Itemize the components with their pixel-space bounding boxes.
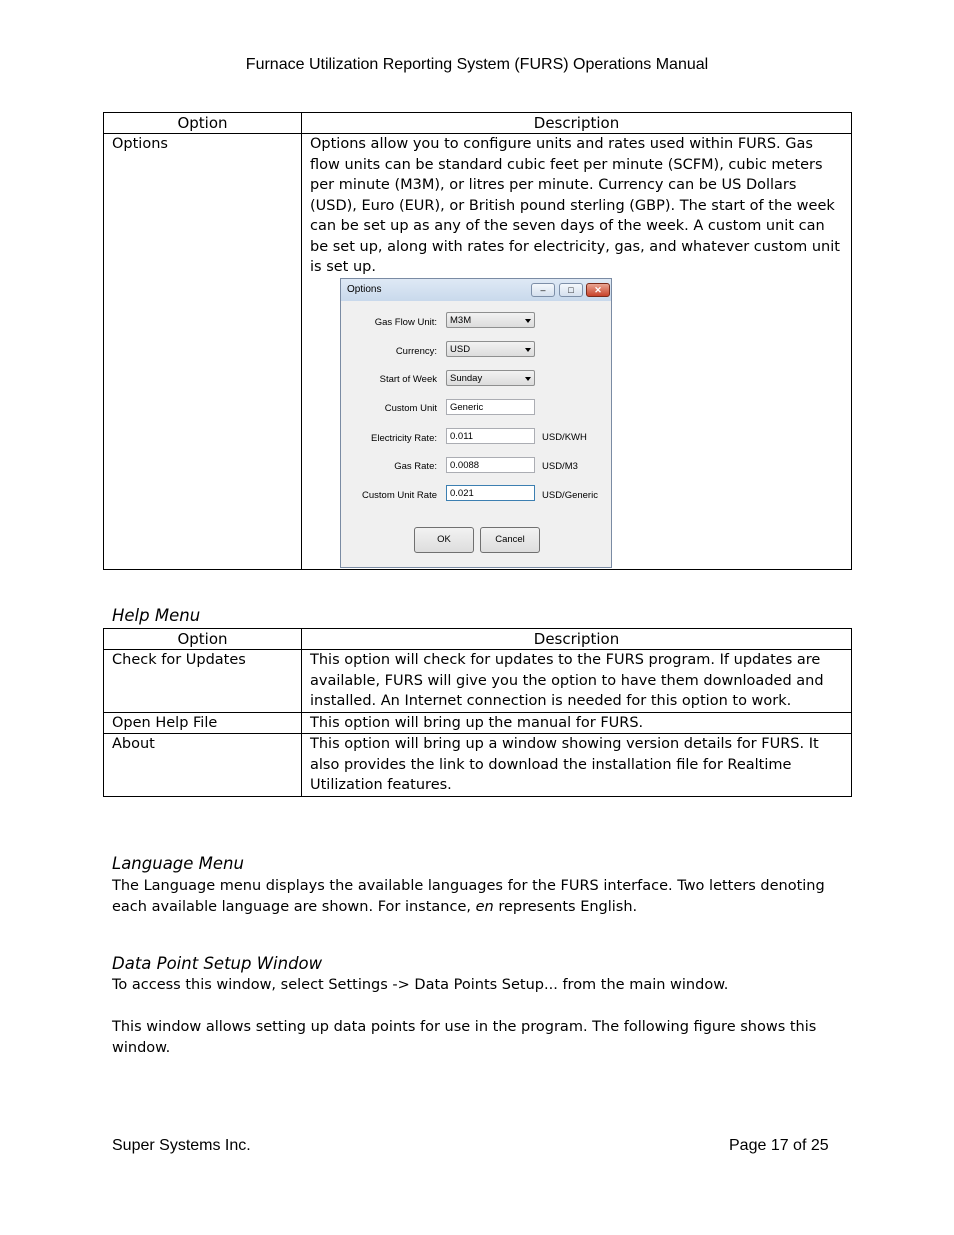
custom-unit-rate-input[interactable] — [446, 485, 535, 501]
custom-unit-rate-label: Custom Unit Rate — [362, 490, 437, 501]
table-row — [104, 734, 852, 797]
language-menu-paragraph — [112, 876, 852, 917]
minimize-icon[interactable]: – — [531, 283, 555, 297]
chevron-down-icon — [525, 348, 531, 352]
option-name: Options — [112, 136, 168, 152]
cancel-button[interactable]: Cancel — [480, 527, 540, 553]
electricity-rate-input-value: 0.011 — [450, 431, 474, 442]
close-icon[interactable]: ✕ — [586, 283, 610, 297]
footer-page-number: Page 17 of 25 — [729, 1137, 829, 1154]
chevron-down-icon — [525, 319, 531, 323]
data-point-setup-paragraph-2: This window allows setting up data points for use in the program. The following figure shows this window. — [112, 1019, 817, 1056]
column-header-option: Option — [104, 629, 302, 650]
dialog-titlebar — [341, 279, 611, 301]
gas-flow-unit-label: Gas Flow Unit: — [374, 317, 437, 328]
custom-unit-rate-input-value: 0.021 — [450, 488, 474, 499]
start-of-week-value: Sunday — [450, 373, 483, 384]
footer-company: Super Systems Inc. — [112, 1137, 251, 1154]
currency-label: Currency: — [395, 346, 437, 357]
table-header-row — [104, 629, 852, 650]
column-header-description: Description — [302, 629, 852, 650]
description-cell: This option will bring up a window showing version details for FURS. It also provides the link to download the installation file for Realtime Utilization features. — [302, 734, 852, 797]
gas-flow-unit-select[interactable] — [446, 312, 535, 328]
chevron-down-icon — [525, 377, 531, 381]
option-cell — [104, 134, 302, 570]
custom-unit-label: Custom Unit — [384, 403, 437, 414]
option-cell: Open Help File — [104, 712, 302, 734]
gas-flow-unit-value: M3M — [450, 315, 472, 326]
options-dialog — [340, 278, 612, 568]
custom-unit-rate-unit: USD/Generic — [542, 490, 598, 501]
data-point-setup-heading: Data Point Setup Window — [112, 954, 323, 973]
language-code-example: en — [475, 898, 494, 915]
description-cell: This option will bring up the manual for FURS. — [302, 712, 852, 734]
option-description: Options allow you to configure units and rates used within FURS. Gas flow units can be standard cubic feet per minute (SCFM), cubic meters per minute (M3M), or litres per minute. Currency can be US Dollars (USD), Euro (EUR), or British pound sterling (GBP). The start of the week can be set up as any of the seven days of the week. A custom unit can be set up, along with rates for electricity, gas, and whatever custom unit is set up. — [310, 136, 840, 275]
option-cell: Check for Updates — [104, 650, 302, 713]
document-header-title: Furnace Utilization Reporting System (FURS) Operations Manual — [245, 56, 709, 73]
dialog-title: Options — [347, 284, 382, 295]
gas-rate-input[interactable] — [446, 457, 535, 473]
gas-rate-label: Gas Rate: — [394, 461, 437, 472]
table-header-row — [104, 113, 852, 134]
electricity-rate-label: Electricity Rate: — [371, 433, 437, 444]
ok-button[interactable]: OK — [414, 527, 474, 553]
maximize-icon[interactable]: □ — [559, 283, 583, 297]
currency-select[interactable] — [446, 341, 535, 357]
electricity-rate-unit: USD/KWH — [542, 432, 587, 443]
start-of-week-label: Start of Week — [379, 374, 437, 385]
description-cell: This option will check for updates to the FURS program. If updates are available, FURS will give you the option to have them downloaded and installed. An Internet connection is needed for this option to work. — [302, 650, 852, 713]
data-point-setup-paragraph-1: To access this window, select Settings -> Data Points Setup... from the main window. — [112, 977, 729, 993]
language-text-before: The Language menu displays the available languages for the FURS interface. Two letters denoting each available language are shown. For instance, — [112, 878, 825, 915]
custom-unit-input-value: Generic — [450, 402, 484, 413]
gas-rate-input-value: 0.0088 — [450, 460, 480, 471]
electricity-rate-input[interactable] — [446, 428, 535, 444]
language-menu-heading: Language Menu — [112, 854, 244, 873]
column-header-description: Description — [302, 113, 852, 134]
language-text-after: represents English. — [493, 898, 638, 915]
table-row — [104, 712, 852, 734]
start-of-week-select[interactable] — [446, 370, 535, 386]
gas-rate-unit: USD/M3 — [542, 461, 578, 472]
table-row — [104, 650, 852, 713]
option-cell: About — [104, 734, 302, 797]
custom-unit-input[interactable] — [446, 399, 535, 415]
help-menu-table — [103, 628, 852, 797]
help-menu-heading: Help Menu — [112, 606, 201, 625]
currency-value: USD — [450, 344, 471, 355]
column-header-option: Option — [104, 113, 302, 134]
